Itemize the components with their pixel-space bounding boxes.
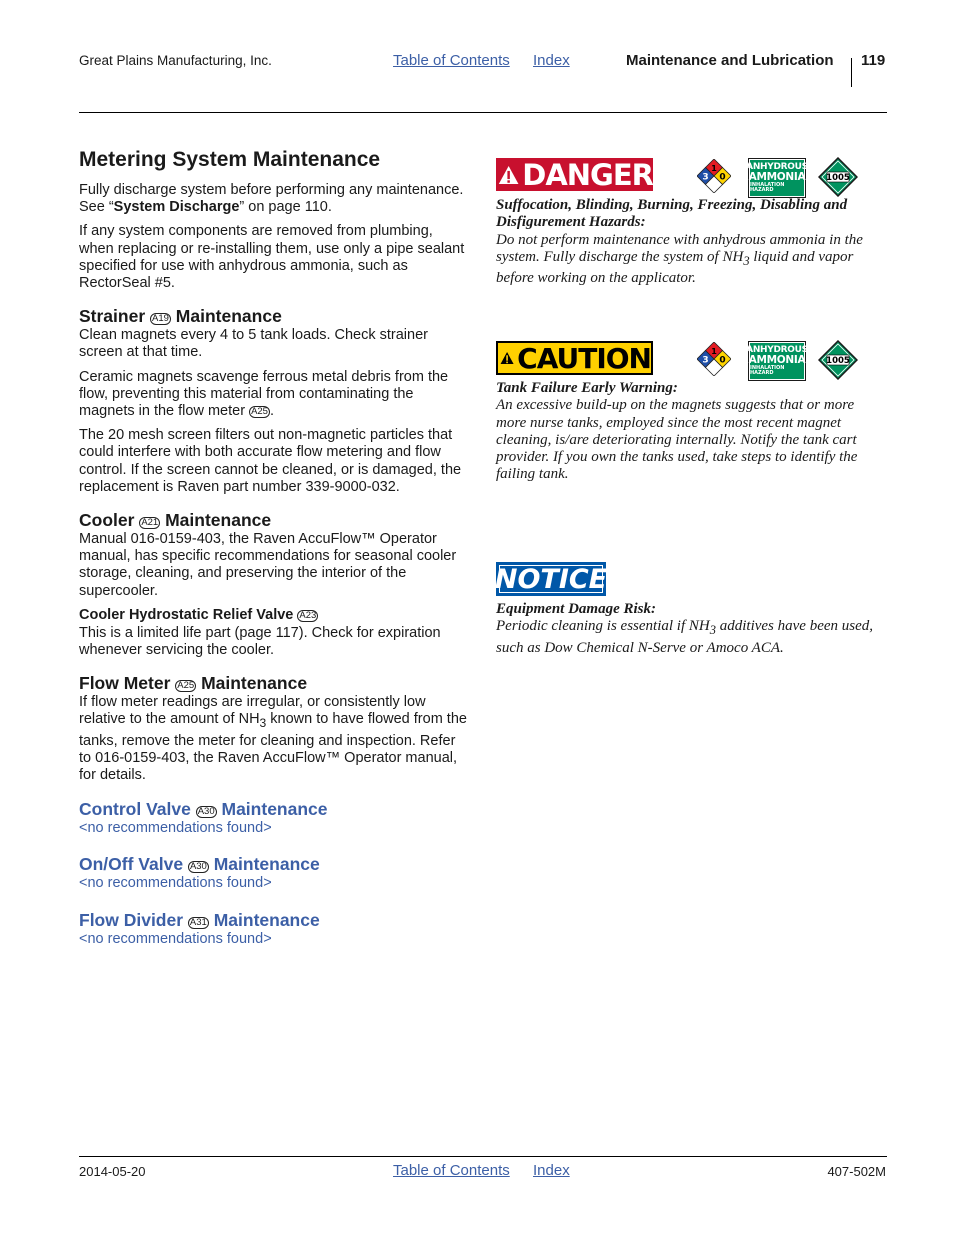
footer-toc-link[interactable]: Table of Contents xyxy=(393,1162,510,1179)
flow-meter-paragraph xyxy=(79,694,471,784)
relief-valve-paragraph: This is a limited life part (page 117). Check for expiration whenever servicing the cooler. xyxy=(79,624,441,659)
main-column xyxy=(79,146,471,964)
para-text: known to have flowed from the tanks, remove the meter for cleaning and inspection. Refer to 016-0159-403, the Raven AccuFlow™ Operator manual, for details. xyxy=(79,711,467,783)
heading-text: Maintenance xyxy=(175,306,282,327)
heading-text: On/Off Valve xyxy=(79,854,184,875)
anhydrous-ammonia-placard xyxy=(748,341,806,381)
nfpa-diamond-icon xyxy=(697,159,731,193)
subscript: 3 xyxy=(743,253,750,268)
intro-paragraph-2: If any system components are removed from plumbing, when replacing or re-installing them, use only a pipe sealant specified for use with anhydrous ammonia, such as RectorSeal #5. xyxy=(79,223,465,292)
placard-line-2: AMMONIA xyxy=(748,170,806,183)
flow-meter-heading xyxy=(79,672,471,694)
signal-word: CAUTION xyxy=(517,341,651,375)
caution-signal-label xyxy=(496,341,653,375)
header-divider xyxy=(851,58,852,87)
danger-message xyxy=(496,197,888,287)
callout-tag: A21 xyxy=(141,517,159,529)
header-toc-link[interactable]: Table of Contents xyxy=(393,52,510,69)
subscript: 3 xyxy=(709,623,716,638)
header-index-link[interactable]: Index xyxy=(533,52,570,69)
heading-text: Maintenance xyxy=(221,799,328,820)
heading-text: Maintenance xyxy=(213,909,320,930)
control-valve-note: <no recommendations found> xyxy=(79,820,272,837)
placard-line-3: INHALATION HAZARD xyxy=(750,182,785,194)
caution-title: Tank Failure Early Warning: xyxy=(496,380,678,396)
callout-tag: A25 xyxy=(177,680,195,692)
para-text: . xyxy=(269,403,274,420)
placard-line-2: AMMONIA xyxy=(748,353,806,366)
callout-tag: A19 xyxy=(152,313,169,325)
flow-divider-heading xyxy=(79,909,471,931)
control-valve-heading xyxy=(79,798,471,820)
nfpa-reactivity: 0 xyxy=(719,172,726,183)
signal-word: NOTICE xyxy=(494,563,608,595)
un-number: 1005 xyxy=(826,356,850,367)
strainer-heading xyxy=(79,305,471,327)
nfpa-flammability: 1 xyxy=(711,164,717,173)
callout-tag: A30 xyxy=(197,806,215,818)
message-text: liquid and vapor before working on the applicator. xyxy=(496,248,854,287)
callout-tag: A30 xyxy=(189,861,207,873)
onoff-valve-heading xyxy=(79,853,471,875)
strainer-paragraph-1: Clean magnets every 4 to 5 tank loads. Check strainer screen at that time. xyxy=(79,327,428,361)
header-section-title: Maintenance and Lubrication xyxy=(626,52,834,69)
onoff-valve-note: <no recommendations found> xyxy=(79,875,272,892)
footer-date: 2014-05-20 xyxy=(79,1164,146,1179)
placard-line-3: INHALATION HAZARD xyxy=(750,365,785,377)
notice-signal-label xyxy=(496,562,606,596)
notice-text xyxy=(496,618,888,657)
heading-text: Flow Divider xyxy=(79,909,184,930)
placard-line-1: ANHYDROUS xyxy=(746,161,808,172)
message-text: additives have been used, such as Dow Chemical N-Serve or Amoco ACA. xyxy=(496,618,874,656)
message-text: Periodic cleaning is essential if NH xyxy=(496,618,710,635)
un-placard-icon xyxy=(818,157,858,197)
intro-paragraph-1 xyxy=(79,182,471,216)
callout-tag: A25 xyxy=(251,406,268,418)
placard-line-1: ANHYDROUS xyxy=(746,344,808,355)
danger-signal-label xyxy=(496,158,653,191)
strainer-paragraph-2 xyxy=(79,369,471,421)
para-text: If flow meter readings are irregular, or consistently low relative to the amount of NH xyxy=(79,694,426,728)
notice-message xyxy=(496,601,888,657)
caution-text: An excessive build-up on the magnets suggests that or more more nurse tanks, employed since the most recent magnet cleaning, is/are deteriorating internally. Notify the tank cart provider. If you own the tanks used, take steps to identify the failing tank. xyxy=(496,397,858,483)
nfpa-reactivity: 0 xyxy=(719,355,726,366)
footer-rule xyxy=(79,1156,887,1157)
strainer-paragraph-3: The 20 mesh screen filters out non-magnetic particles that could interfere with both accurate flow metering and flow control. If the screen cannot be cleaned, or is damaged, the replacement is Raven part number 339-9000-032. xyxy=(79,427,462,495)
heading-text: Maintenance xyxy=(201,673,308,694)
heading-text: Strainer xyxy=(79,306,146,327)
relief-valve-heading xyxy=(79,606,471,625)
heading-text: Cooler Hydrostatic Relief Valve xyxy=(79,606,294,623)
heading-text: Control Valve xyxy=(79,799,191,820)
cooler-paragraph: Manual 016-0159-403, the Raven AccuFlow™ Operator manual, has specific recommendations for seasonal cooler storage, cleaning, and preserving the interior of the supercooler. xyxy=(79,531,457,599)
heading-text: Maintenance xyxy=(165,510,272,531)
un-number: 1005 xyxy=(826,173,850,184)
heading-text: Maintenance xyxy=(213,854,320,875)
un-placard-icon xyxy=(818,340,858,380)
notice-title: Equipment Damage Risk: xyxy=(496,601,657,617)
page-number: 119 xyxy=(861,52,886,69)
nfpa-health: 3 xyxy=(702,172,709,183)
intro-text: Fully discharge system before performing any maintenance. See “ xyxy=(79,182,464,216)
nfpa-diamond-icon xyxy=(697,342,731,376)
para-text: Ceramic magnets scavenge ferrous metal debris from the flow, preventing this material from contaminating the magnets in the flow meter xyxy=(79,368,449,420)
intro-text-end: ” on page 110. xyxy=(239,199,332,216)
system-discharge-ref: System Discharge xyxy=(113,199,240,216)
footer-doc-number: 407-502M xyxy=(827,1164,886,1179)
message-text: Do not perform maintenance with anhydrous ammonia in the system. Fully discharge the system of NH xyxy=(496,231,863,265)
footer-index-link[interactable]: Index xyxy=(533,1162,570,1179)
nfpa-health: 3 xyxy=(702,355,709,366)
callout-tag: A23 xyxy=(299,609,317,621)
heading-text: Cooler xyxy=(79,510,135,531)
cooler-heading xyxy=(79,509,471,531)
signal-word: DANGER xyxy=(522,157,653,192)
warning-triangle-icon xyxy=(500,346,514,370)
heading-text: Flow Meter xyxy=(79,673,171,694)
flow-divider-note: <no recommendations found> xyxy=(79,930,272,947)
header-company: Great Plains Manufacturing, Inc. xyxy=(79,53,272,68)
danger-title: Suffocation, Blinding, Burning, Freezing, Disabling and Disfigurement Hazards: xyxy=(496,197,848,231)
danger-text xyxy=(496,232,888,288)
subscript: 3 xyxy=(259,716,267,731)
warning-triangle-icon xyxy=(498,163,519,187)
caution-message xyxy=(496,380,888,484)
page-title: Metering System Maintenance xyxy=(79,148,381,171)
header-rule xyxy=(79,112,887,113)
nfpa-flammability: 1 xyxy=(711,347,717,356)
callout-tag: A31 xyxy=(189,916,207,928)
anhydrous-ammonia-placard xyxy=(748,158,806,198)
